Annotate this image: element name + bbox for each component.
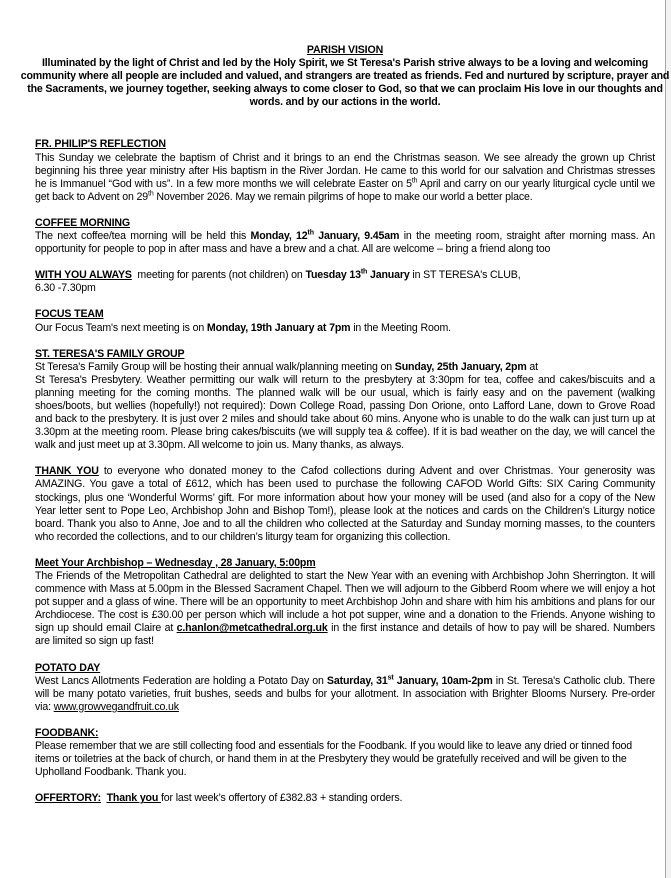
potato-day-heading: POTATO DAY [35,661,101,674]
parish-vision-section [19,44,671,109]
ordinal-suffix: st [387,674,394,682]
focus-team-section [35,308,655,334]
ordinal-suffix: th [148,190,154,198]
text-part: at [526,360,538,373]
reflection-text-part: This Sunday we celebrate the baptism of Christ and it brings to an end the Christmas season. We see already the grown up Christ beginning his three year ministry after His baptism in the River Jordan. He came to this world for our salvation and Christmas stresses he is Immanuel “God with us”. In a few more months we will celebrate Easter on 5 [35,151,655,190]
thank-you-text [35,465,655,544]
website-link[interactable]: www.growvegandfruit.co.uk [53,700,179,713]
with-you-always-heading: WITH YOU ALWAYS [35,269,132,282]
bulletin-page [20,44,670,805]
foodbank-heading: FOODBANK: [35,726,99,739]
ordinal-suffix: th [307,229,314,237]
offertory-thanks: Thank you [106,792,161,805]
reflection-heading: FR. PHILIP'S REFLECTION [35,138,166,151]
text-part: meeting for parents (not children) on [131,269,306,282]
reflection-section [35,138,655,203]
text-part: in the first instance and details of how to pay will be shared. Numbers are limited so sign up fast! [35,622,655,648]
with-you-always-section [35,269,655,295]
thank-you-section [35,465,655,544]
text-part: in St. Teresa's Catholic club. There will be many potato varieties, fruit bushes, seeds and bulbs for your allotment. In association with Brighter Blooms Nursery. Pre-order via: [35,674,655,713]
offertory-section [35,792,655,805]
event-date: Monday, 19th January at 7pm [206,321,351,334]
archbishop-text [35,570,655,649]
event-time: January, 10am-2pm [393,674,493,687]
event-date: Monday, 12 [250,230,308,243]
reflection-text [35,152,655,204]
ordinal-suffix: th [411,177,418,185]
focus-team-text [35,322,655,335]
text-part: The next coffee/tea morning will be held this [35,230,251,243]
family-group-intro [35,361,655,374]
text-part: in the Meeting Room. [350,321,451,334]
offertory-heading: OFFERTORY: [35,792,101,805]
potato-day-text [35,675,655,714]
event-date: Sunday, 25th January, 2pm [394,360,527,373]
family-group-heading: ST. TERESA'S FAMILY GROUP [35,347,185,360]
parish-vision-text: Illuminated by the light of Christ and led by the Holy Spirit, we St Teresa's Parish strive always to be a loving and welcoming community where all people are included and valued, and strangers are treated as friends. Fed and nurtured by scripture, prayer and the Sacraments, we journey together, seeking always to come closer to God, so that we can proclaim His love in our thoughts and words. and by our actions in the world. [20,57,670,109]
parish-vision-title: PARISH VISION [306,44,384,56]
text-part: St Teresa's Family Group will be hosting their annual walk/planning meeting on [35,360,395,373]
page-edge-scrollbar [665,0,671,878]
family-group-section [35,348,655,453]
foodbank-text: Please remember that we are still collecting food and essentials for the Foodbank. If you would like to leave any dried or tinned food items or toiletries at the back of church, or hand them in at the Presbytery they would be gratefully received and will be given to the Upholland Foodbank. Thank you. [35,740,633,779]
coffee-morning-text [35,230,655,256]
potato-day-section [35,662,655,714]
reflection-text-part: November 2026. May we remain pilgrims of hope to make our world a better place. [153,190,533,203]
coffee-morning-heading: COFFEE MORNING [35,216,131,229]
with-you-always-text [35,269,655,282]
offertory-text [35,792,655,805]
foodbank-section [35,727,655,779]
text-part: The Friends of the Metropolitan Cathedral are delighted to start the New Year with an evening with Archbishop John Sherrington. It will commence with Mass at 5.00pm in the Blessed Sacrament Chapel. Then we will adjourn to the Gibberd Room where we will enjoy a hot pot supper and a glass of wine. There will be an opportunity to meet Archbishop John and share with him his ambitions and plans for our Archdiocese. The cost is £30.00 per person which will include a hot pot supper, wine and a donation to the Friends. Anyone wishing to sign up should email Claire at [35,570,655,635]
thank-you-heading: THANK YOU [35,465,99,478]
event-month: January [367,269,410,282]
family-group-text: St Teresa's Presbytery. Weather permitting our walk will return to the presbytery at 3:30pm for tea, coffee and cakes/biscuits and a planning meeting for the coming months. The planned walk will be our usual, which is fairly easy and on the pavement (walking shoes/boots, but wellies (hopefully!) not required): Down College Road, passing Don Orione, onto Lafford Lane, down to Grove Road and back to the presbytery. It is just over 2 miles and should take about 60 mins. Anyone who is unable to do the walk can just turn up at 3.30pm at the meeting room. Please bring cakes/biscuits (we will supply tea & coffee). If it is bad weather on the day, we will cancel the walk and just meet up at 3.30pm. All welcome to join us. Many thanks, as always. [35,373,655,452]
text-part: in the meeting room, straight after morning mass. An opportunity for people to pop in after mass and have a brew and a chat. All are welcome – bring a friend along too [35,230,656,256]
text-part: in ST TERESA's CLUB, [409,269,521,282]
text-part: to everyone who donated money to the Cafod collections during Advent and over Christmas. Your generosity was AMAZING. You gave a total of £612, which has been used to purchase the following CAFOD World Gifts: SIX Caring Community stockings, plus one ‘Wonderful Worms’ gift. For more information about how your money will be used (and also for a copy of the New Year letter sent to Pope Leo, Archbishop John and Bishop Tom!), please look at the notices and cards on the Children’s Liturgy notice board. Thank you also to Anne, Joe and to all the children who collected at the Saturday and Sunday morning masses, to the counters who recorded the collections, and to our children’s liturgy team for organizing this collection. [35,465,655,543]
text-part: for last week’s offertory of £382.83 + standing orders. [161,792,403,805]
text-part: Our Focus Team's next meeting is on [35,321,207,334]
focus-team-heading: FOCUS TEAM [35,308,104,321]
email-link[interactable]: c.hanlon@metcathedral.org.uk [176,622,328,635]
archbishop-heading: Meet Your Archbishop – Wednesday , 28 January, 5:00pm [35,556,316,569]
text-part: West Lancs Allotments Federation are holding a Potato Day on [35,674,327,687]
event-date: Saturday, 31 [326,674,388,687]
reflection-text-part: April and carry on our yearly liturgical cycle until we get back to Advent on 29 [35,177,655,203]
archbishop-section [35,557,655,649]
ordinal-suffix: th [360,268,368,276]
event-date: Tuesday 13 [305,269,361,282]
event-time: January, 9.45am [313,230,400,243]
with-you-always-time: 6.30 -7.30pm [35,282,96,295]
coffee-morning-section [35,217,655,256]
